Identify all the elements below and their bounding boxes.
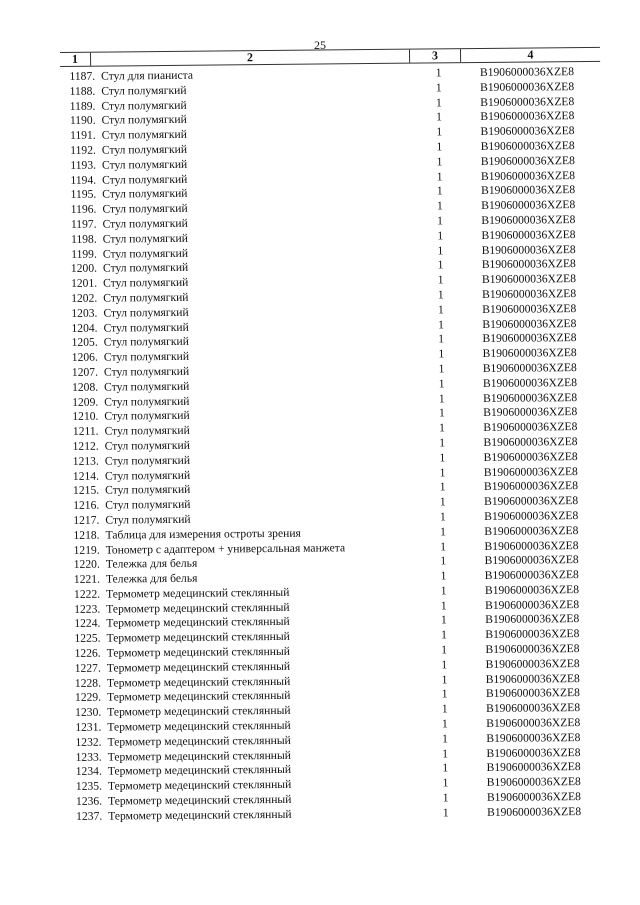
row-number: 1230. [75,705,102,720]
item-code: B1906000036XZE8 [486,745,581,760]
row-number: 1198. [70,232,97,246]
row-number: 1236. [75,794,103,808]
item-name: Стул полумягкий [103,364,190,379]
row-number: 1193. [70,158,97,172]
item-quantity: 1 [437,303,444,317]
item-quantity: 1 [439,480,446,494]
row-number: 1213. [72,454,99,468]
row-number: 1202. [71,291,98,305]
item-name: Стул полумягкий [101,98,187,113]
item-name: Стул полумягкий [104,468,191,483]
item-code: B1906000036XZE8 [485,627,580,642]
item-name: Стул полумягкий [103,320,189,335]
item-code: B1906000036XZE8 [486,775,581,790]
item-quantity: 1 [442,806,449,820]
item-quantity: 1 [438,362,445,376]
item-quantity: 1 [436,140,443,154]
item-quantity: 1 [437,214,443,228]
item-name: Термометр медецинский стеклянный [107,778,292,793]
row-number: 1204. [71,321,98,335]
item-code: B1906000036XZE8 [485,612,580,627]
item-code: B1906000036XZE8 [485,597,580,612]
item-quantity: 1 [436,169,443,183]
item-code: B1906000036XZE8 [480,153,575,168]
item-quantity: 1 [440,584,447,598]
row-number: 1218. [73,528,100,542]
row-number: 1209. [72,395,99,409]
item-quantity: 1 [440,554,447,568]
row-number: 1191. [69,128,96,143]
item-code: B1906000036XZE8 [482,301,577,316]
item-code: B1906000036XZE8 [484,538,579,553]
row-number: 1219. [73,543,100,557]
item-code: B1906000036XZE8 [483,420,578,435]
row-number: 1187. [69,69,96,83]
item-name: Стул полумягкий [104,453,191,468]
row-number: 1203. [71,306,98,320]
item-code: B1906000036XZE8 [484,508,579,523]
item-quantity: 1 [441,717,448,731]
column-header-4: 4 [460,48,600,62]
row-number: 1208. [71,380,99,394]
item-name: Термометр медецинский стеклянный [107,689,291,705]
item-code: B1906000036XZE8 [484,523,579,538]
item-quantity: 1 [435,81,442,95]
row-number: 1228. [74,676,102,690]
item-name: Стул для пианиста [101,68,194,83]
item-quantity: 1 [441,702,448,716]
row-number: 1233. [75,750,102,764]
item-quantity: 1 [439,421,445,435]
item-code: B1906000036XZE8 [481,227,576,242]
item-quantity: 1 [438,391,445,405]
item-name: Таблица для измерения остроты зрения [105,526,301,542]
row-number: 1216. [73,498,100,513]
item-code: B1906000036XZE8 [480,124,575,139]
row-number: 1226. [74,646,101,660]
item-code: B1906000036XZE8 [480,79,575,94]
item-code: B1906000036XZE8 [485,701,581,716]
item-code: B1906000036XZE8 [482,375,578,390]
item-code: B1906000036XZE8 [482,316,577,331]
item-code: B1906000036XZE8 [482,346,577,361]
item-code: B1906000036XZE8 [485,642,580,657]
row-number: 1194. [70,173,97,187]
item-name: Стул полумягкий [104,423,190,438]
row-number: 1220. [73,557,100,572]
item-quantity: 1 [441,658,448,672]
item-code: B1906000036XZE8 [483,464,578,479]
item-quantity: 1 [438,406,445,420]
item-code: B1906000036XZE8 [484,582,580,597]
item-name: Стул полумягкий [101,83,187,98]
item-quantity: 1 [439,495,446,509]
row-number: 1211. [72,424,99,439]
item-name: Термометр медецинский стеклянный [106,615,290,631]
item-quantity: 1 [441,628,447,642]
item-quantity: 1 [435,95,442,109]
row-number: 1205. [71,335,98,350]
item-quantity: 1 [440,613,447,627]
row-number: 1227. [74,661,101,675]
item-name: Стул полумягкий [104,394,190,409]
item-name: Стул полумягкий [102,216,188,231]
row-number: 1210. [72,409,99,424]
item-name: Стул полумягкий [105,497,191,512]
item-quantity: 1 [438,317,444,331]
item-name: Стул полумягкий [102,261,189,275]
item-name: Термометр медецинский стеклянный [107,748,292,764]
item-name: Стул полумягкий [101,127,187,142]
item-quantity: 1 [437,273,444,287]
item-name: Термометр медецинский стеклянный [108,807,292,823]
item-code: B1906000036XZE8 [485,686,581,701]
row-number: 1192. [70,143,96,157]
item-quantity: 1 [437,229,444,243]
column-header-1: 1 [71,51,79,66]
item-name: Стул полумягкий [102,231,188,246]
row-number: 1225. [74,631,101,646]
item-code: B1906000036XZE8 [481,257,576,272]
item-name: Термометр медецинский стеклянный [107,733,291,749]
item-name: Термометр медецинский стеклянный [106,630,290,645]
item-code: B1906000036XZE8 [482,360,577,375]
item-code: B1906000036XZE8 [483,390,578,405]
row-number: 1189. [69,99,96,113]
item-code: B1906000036XZE8 [486,716,581,731]
item-name: Термометр медецинский стеклянный [106,659,291,675]
item-code: B1906000036XZE8 [486,790,582,804]
item-quantity: 1 [436,199,443,213]
item-quantity: 1 [438,377,445,391]
item-quantity: 1 [442,776,449,790]
item-name: Термометр медецинский стеклянный [107,718,291,734]
item-name: Стул полумягкий [103,275,189,290]
item-name: Стул полумягкий [102,172,188,187]
row-number: 1195. [70,188,97,202]
item-quantity: 1 [442,791,449,805]
item-quantity: 1 [440,539,447,553]
table-body [60,65,607,825]
item-name: Стул полумягкий [104,379,190,394]
item-quantity: 1 [440,525,446,539]
item-name: Стул полумягкий [102,201,188,216]
item-quantity: 1 [442,746,449,761]
item-name: Стул полумягкий [105,512,191,527]
item-code: B1906000036XZE8 [483,479,579,494]
inventory-table [60,47,607,825]
item-name: Стул полумягкий [101,142,188,157]
row-number: 1217. [73,513,100,527]
row-number: 1234. [75,765,102,779]
row-number: 1222. [73,587,101,601]
row-number: 1224. [74,617,101,631]
row-number: 1231. [75,720,102,734]
row-number: 1206. [71,350,98,365]
item-name: Термометр медецинский стеклянный [106,674,291,690]
row-number: 1214. [72,469,100,483]
item-name: Стул полумягкий [103,290,189,305]
row-number: 1229. [74,691,102,705]
item-name: Термометр медецинский стеклянный [106,644,291,660]
column-header-3: 3 [409,49,460,62]
row-number: 1235. [75,779,103,794]
page-number: 25 [314,38,326,52]
item-code: B1906000036XZE8 [481,242,576,257]
item-quantity: 1 [436,110,443,124]
item-code: B1906000036XZE8 [481,213,576,227]
item-name: Стул полумягкий [105,483,191,497]
item-name: Термометр медецинский стеклянный [106,585,290,601]
item-code: B1906000036XZE8 [480,94,575,109]
item-code: B1906000036XZE8 [480,168,576,183]
item-quantity: 1 [440,569,447,583]
item-code: B1906000036XZE8 [486,804,582,819]
item-quantity: 1 [439,510,446,524]
row-number: 1188. [69,84,96,98]
row-number: 1196. [70,202,97,217]
row-number: 1212. [72,439,99,453]
column-header-2: 2 [90,50,409,66]
row-number: 1237. [76,809,103,823]
row-number: 1207. [71,365,99,379]
item-code: B1906000036XZE8 [481,198,576,213]
item-quantity: 1 [438,347,445,361]
item-code: B1906000036XZE8 [483,405,578,420]
row-number: 1232. [75,735,102,749]
item-name: Стул полумягкий [104,409,190,423]
item-quantity: 1 [437,258,444,272]
item-name: Термометр медецинский стеклянный [107,763,292,779]
item-quantity: 1 [437,288,444,302]
row-number: 1197. [70,217,97,231]
item-name: Тележка для белья [105,557,198,571]
item-quantity: 1 [439,451,446,465]
item-code: B1906000036XZE8 [479,65,575,79]
row-number: 1199. [71,247,97,261]
row-number: 1200. [70,262,98,276]
row-number: 1201. [70,276,98,291]
item-code: B1906000036XZE8 [485,671,580,686]
item-name: Стул полумягкий [101,113,187,127]
item-code: B1906000036XZE8 [484,494,579,509]
item-quantity: 1 [439,465,446,479]
item-quantity: 1 [436,184,443,198]
item-quantity: 1 [440,599,447,613]
item-code: B1906000036XZE8 [481,183,576,198]
item-name: Стул полумягкий [102,246,189,261]
row-number: 1215. [72,483,100,498]
item-code: B1906000036XZE8 [485,656,580,671]
item-code: B1906000036XZE8 [484,568,579,583]
item-quantity: 1 [436,125,443,139]
item-quantity: 1 [438,332,445,346]
item-code: B1906000036XZE8 [483,449,578,464]
item-code: B1906000036XZE8 [480,109,575,124]
item-name: Стул полумягкий [101,157,188,172]
item-quantity: 1 [439,436,446,450]
item-name: Стул полумягкий [103,335,189,349]
item-quantity: 1 [442,732,448,746]
item-code: B1906000036XZE8 [486,730,581,745]
item-quantity: 1 [437,243,444,257]
row-number: 1190. [69,114,96,128]
item-name: Тележка для белья [105,571,198,586]
item-name: Стул полумягкий [103,305,189,320]
item-code: B1906000036XZE8 [486,760,581,775]
item-quantity: 1 [435,66,442,80]
item-name: Термометр медецинский стеклянный [106,600,290,616]
item-code: B1906000036XZE8 [484,553,579,568]
item-code: B1906000036XZE8 [480,139,575,153]
item-name: Стул полумягкий [103,349,190,364]
item-code: B1906000036XZE8 [483,434,578,449]
item-code: B1906000036XZE8 [482,331,577,346]
item-quantity: 1 [441,687,448,701]
item-name: Термометр медецинский стеклянный [108,792,292,808]
row-number: 1221. [73,572,101,586]
item-code: B1906000036XZE8 [481,272,577,287]
row-number: 1223. [74,602,101,616]
item-name: Стул полумягкий [102,187,188,201]
item-quantity: 1 [441,643,448,657]
item-quantity: 1 [436,155,443,169]
item-name: Стул полумягкий [104,438,190,453]
item-name: Тонометр с адаптером + универсальная манжета [105,540,346,557]
item-name: Термометр медецинский стеклянный [107,704,291,719]
item-quantity: 1 [441,672,448,687]
item-code: B1906000036XZE8 [482,287,577,301]
item-quantity: 1 [442,761,449,775]
